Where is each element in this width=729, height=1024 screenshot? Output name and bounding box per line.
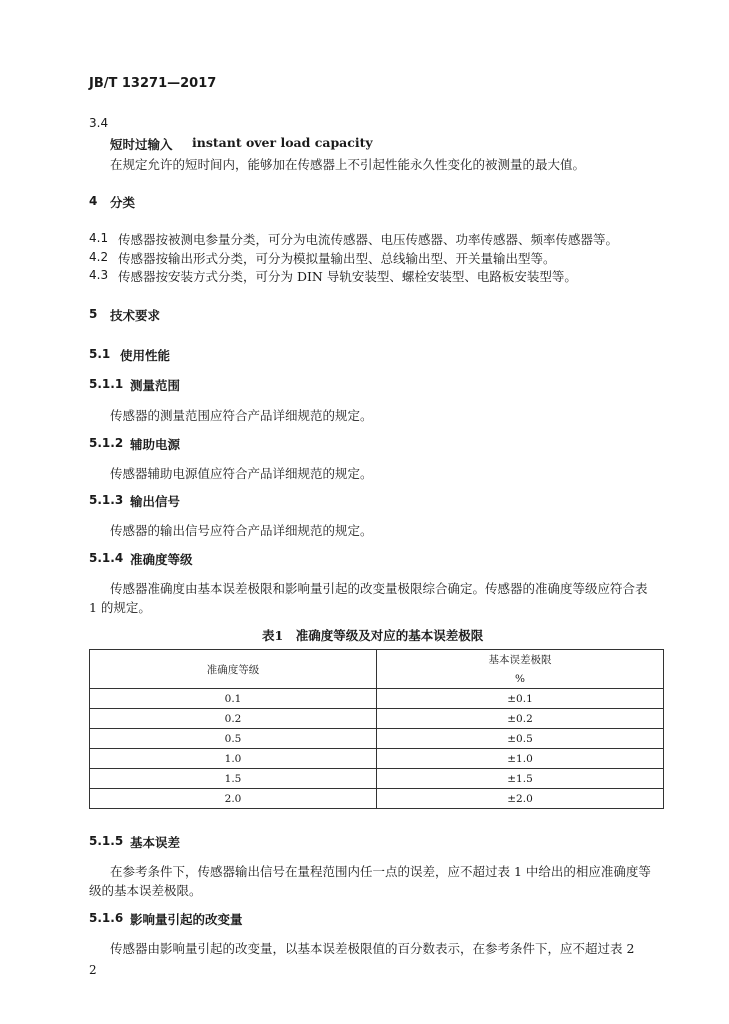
grade-cell: 0.2 [90, 709, 377, 729]
grade-cell: 0.5 [90, 729, 377, 749]
standard-id: JB/T 13271—2017 [89, 76, 217, 91]
grade-cell: 0.1 [90, 689, 377, 709]
table-row [90, 789, 664, 809]
section-4-number: 4 [89, 194, 98, 208]
section-5-1-1-text: 传感器的测量范围应符合产品详细规范的规定。 [110, 408, 373, 423]
limit-cell: ±0.1 [377, 689, 664, 709]
term-en: instant over load capacity [192, 135, 373, 150]
clause-4-1-number: 4.1 [89, 231, 109, 245]
section-5-1-2-number: 5.1.2 [89, 436, 124, 450]
clause-4-3-number: 4.3 [89, 268, 109, 282]
section-5-1-4-title: 准确度等级 [130, 552, 193, 567]
section-5-1-6-title: 影响量引起的改变量 [130, 912, 243, 927]
grade-cell: 2.0 [90, 789, 377, 809]
limit-cell: ±1.0 [377, 749, 664, 769]
section-5-1-4-number: 5.1.4 [89, 551, 124, 565]
clause-4-1-text: 传感器按被测电参量分类，可分为电流传感器、电压传感器、功率传感器、频率传感器等。 [118, 232, 619, 247]
clause-4-3-text: 传感器按安装方式分类，可分为 DIN 导轨安装型、螺栓安装型、电路板安装型等。 [118, 269, 577, 284]
table-row [90, 709, 664, 729]
section-5-1-1-number: 5.1.1 [89, 377, 124, 391]
table-row [90, 689, 664, 709]
section-5-1-number: 5.1 [89, 347, 111, 361]
accuracy-table [89, 649, 664, 809]
section-5-1-5-number: 5.1.5 [89, 834, 124, 848]
section-5-1-title: 使用性能 [120, 348, 171, 363]
page-number: 2 [89, 963, 97, 977]
section-5-1-2-title: 辅助电源 [130, 437, 181, 452]
term-definition: 在规定允许的短时间内，能够加在传感器上不引起性能永久性变化的被测量的最大值。 [110, 157, 586, 172]
limit-cell: ±0.5 [377, 729, 664, 749]
section-5-number: 5 [89, 307, 98, 321]
section-5-1-6-text-line1: 传感器由影响量引起的改变量，以基本误差极限值的百分数表示，在参考条件下，应不超过表 2 [110, 941, 635, 956]
clause-4-2-number: 4.2 [89, 250, 109, 264]
table-col2-header: 基本误差极限 [377, 650, 664, 670]
section-5-1-3-text: 传感器的输出信号应符合产品详细规范的规定。 [110, 523, 373, 538]
section-3-4-number: 3.4 [89, 116, 109, 130]
section-5-1-5-text-line2: 级的基本误差极限。 [89, 883, 202, 898]
grade-cell: 1.5 [90, 769, 377, 789]
limit-cell: ±1.5 [377, 769, 664, 789]
section-5-1-5-text-line1: 在参考条件下，传感器输出信号在量程范围内任一点的误差，应不超过表 1 中给出的相应准确度等 [110, 864, 651, 879]
table-row [90, 769, 664, 789]
table-row [90, 729, 664, 749]
section-5-1-6-number: 5.1.6 [89, 911, 124, 925]
term-cn: 短时过输入 [110, 137, 173, 152]
clause-4-2-text: 传感器按输出形式分类，可分为模拟量输出型、总线输出型、开关量输出型等。 [118, 251, 556, 266]
table-row [90, 749, 664, 769]
table-col1-header: 准确度等级 [90, 650, 377, 689]
grade-cell: 1.0 [90, 749, 377, 769]
section-5-title: 技术要求 [110, 308, 161, 323]
section-5-1-4-text-line1: 传感器准确度由基本误差极限和影响量引起的改变量极限综合确定。传感器的准确度等级应符合表 [110, 581, 648, 596]
section-5-1-4-text-line2: 1 的规定。 [89, 600, 151, 615]
section-5-1-1-title: 测量范围 [130, 378, 181, 393]
section-5-1-3-title: 输出信号 [130, 494, 181, 509]
section-5-1-3-number: 5.1.3 [89, 493, 124, 507]
section-5-1-2-text: 传感器辅助电源值应符合产品详细规范的规定。 [110, 466, 373, 481]
limit-cell: ±2.0 [377, 789, 664, 809]
table-1-caption: 表1 准确度等级及对应的基本误差极限 [262, 628, 484, 643]
section-5-1-5-title: 基本误差 [130, 835, 181, 850]
limit-cell: ±0.2 [377, 709, 664, 729]
section-4-title: 分类 [110, 195, 136, 210]
table-col2-unit: % [377, 669, 664, 689]
